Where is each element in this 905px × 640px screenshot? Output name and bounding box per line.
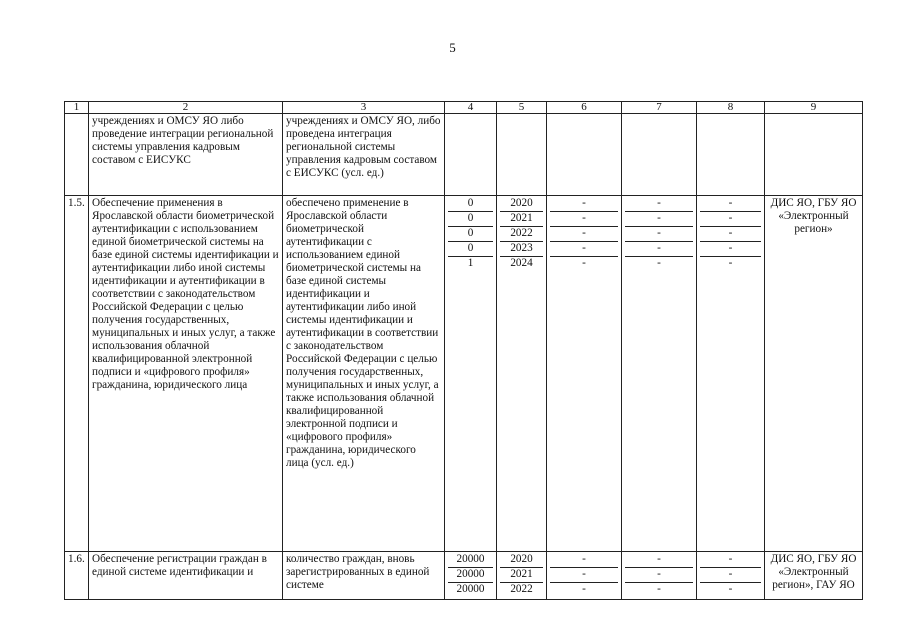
- indicator-value: 0: [448, 197, 493, 212]
- indicator-value: 0: [448, 227, 493, 242]
- dash-value: -: [550, 197, 618, 212]
- year-value: 2023: [500, 242, 543, 257]
- year-value: 2020: [500, 197, 543, 212]
- dash-value: -: [700, 197, 761, 212]
- dash-value: -: [700, 242, 761, 257]
- table-header-row: [65, 102, 863, 114]
- dash-value: -: [700, 227, 761, 242]
- indicator-text: количество граждан, вновь зарегистрированных в единой системе: [283, 552, 445, 600]
- dash-value: -: [625, 212, 693, 227]
- dash-value: -: [657, 583, 661, 595]
- dash-value: -: [582, 583, 586, 595]
- measure-text: учреждениях и ОМСУ ЯО либо проведение интеграции региональной системы управления кадровым составом с ЕИСУКС: [89, 114, 283, 196]
- column-header: 6: [547, 102, 622, 114]
- column-header: 2: [89, 102, 283, 114]
- years-stack: [497, 552, 547, 600]
- dash-value: -: [625, 197, 693, 212]
- col6-stack: [547, 196, 622, 552]
- col6-stack: [547, 552, 622, 600]
- indicator-text: обеспечено применение в Ярославской области биометрической аутентификации с использованием единой биометрической системы на базе единой системы идентификации и аутентификации либо иной системы идентификации и аутентификации в соответствии с законодательством Российской Федерации с целью получения государственных, муниципальных и иных услуг, а также использования облачной квалифицированной электронной подписи и «цифрового профиля» гражданина, юридического лица (усл. ед.): [283, 196, 445, 552]
- dash-value: -: [700, 212, 761, 227]
- column-header: 3: [283, 102, 445, 114]
- program-measures-table: [64, 101, 863, 600]
- row-number: 1.5.: [65, 196, 89, 552]
- dash-value: -: [625, 242, 693, 257]
- dash-value: -: [582, 257, 586, 269]
- row-number: 1.6.: [65, 552, 89, 600]
- dash-value: -: [550, 553, 618, 568]
- dash-value: -: [550, 212, 618, 227]
- column-header: 1: [65, 102, 89, 114]
- year-value: 2024: [510, 257, 533, 269]
- col8-stack: [697, 196, 765, 552]
- measure-text: Обеспечение регистрации граждан в единой системе идентификации и: [89, 552, 283, 600]
- col7-cell: [622, 114, 697, 196]
- dash-value: -: [657, 257, 661, 269]
- executor-cell: [765, 114, 863, 196]
- indicator-value: 1: [467, 257, 474, 269]
- dash-value: -: [728, 583, 733, 595]
- column-header: 4: [445, 102, 497, 114]
- year-value: 2022: [510, 583, 533, 595]
- col7-stack: [622, 196, 697, 552]
- dash-value: -: [700, 568, 761, 583]
- dash-value: -: [625, 227, 693, 242]
- dash-value: -: [700, 553, 761, 568]
- table-row: [65, 114, 863, 196]
- dash-value: -: [550, 242, 618, 257]
- indicator-value: 0: [448, 242, 493, 257]
- column-header: 5: [497, 102, 547, 114]
- page-number: 5: [449, 40, 456, 55]
- col8-cell: [697, 114, 765, 196]
- indicator-value: 20000: [456, 583, 485, 595]
- col7-stack: [622, 552, 697, 600]
- col8-stack: [697, 552, 765, 600]
- year-cell: [497, 114, 547, 196]
- value-cell: [445, 114, 497, 196]
- year-value: 2021: [500, 568, 543, 583]
- column-header: 9: [765, 102, 863, 114]
- indicator-text: учреждениях и ОМСУ ЯО, либо проведена интеграция региональной системы управления кадровым составом с ЕИСУКС (усл. ед.): [283, 114, 445, 196]
- dash-value: -: [728, 257, 733, 269]
- values-stack: [445, 196, 497, 552]
- table-row: [65, 196, 863, 552]
- dash-value: -: [550, 227, 618, 242]
- year-value: 2022: [500, 227, 543, 242]
- dash-value: -: [550, 568, 618, 583]
- col6-cell: [547, 114, 622, 196]
- table-row: [65, 552, 863, 600]
- executor-text: ДИС ЯО, ГБУ ЯО «Электронный регион», ГАУ ЯО: [765, 552, 863, 600]
- indicator-value: 0: [448, 212, 493, 227]
- values-stack: [445, 552, 497, 600]
- year-value: 2021: [500, 212, 543, 227]
- year-value: 2020: [500, 553, 543, 568]
- row-number: [65, 114, 89, 196]
- indicator-value: 20000: [448, 568, 493, 583]
- column-header: 8: [697, 102, 765, 114]
- dash-value: -: [625, 553, 693, 568]
- years-stack: [497, 196, 547, 552]
- executor-text: ДИС ЯО, ГБУ ЯО «Электронный регион»: [765, 196, 863, 552]
- dash-value: -: [625, 568, 693, 583]
- measure-text: Обеспечение применения в Ярославской области биометрической аутентификации с использованием единой биометрической системы на базе единой системы идентификации и аутентификации либо иной системы идентификации и аутентификации в соответствии с законодательством Российской Федерации с целью получения государственных, муниципальных и иных услуг, а также использования облачной квалифицированной электронной подписи и «цифрового профиля» гражданина, юридического лица: [89, 196, 283, 552]
- column-header: 7: [622, 102, 697, 114]
- indicator-value: 20000: [448, 553, 493, 568]
